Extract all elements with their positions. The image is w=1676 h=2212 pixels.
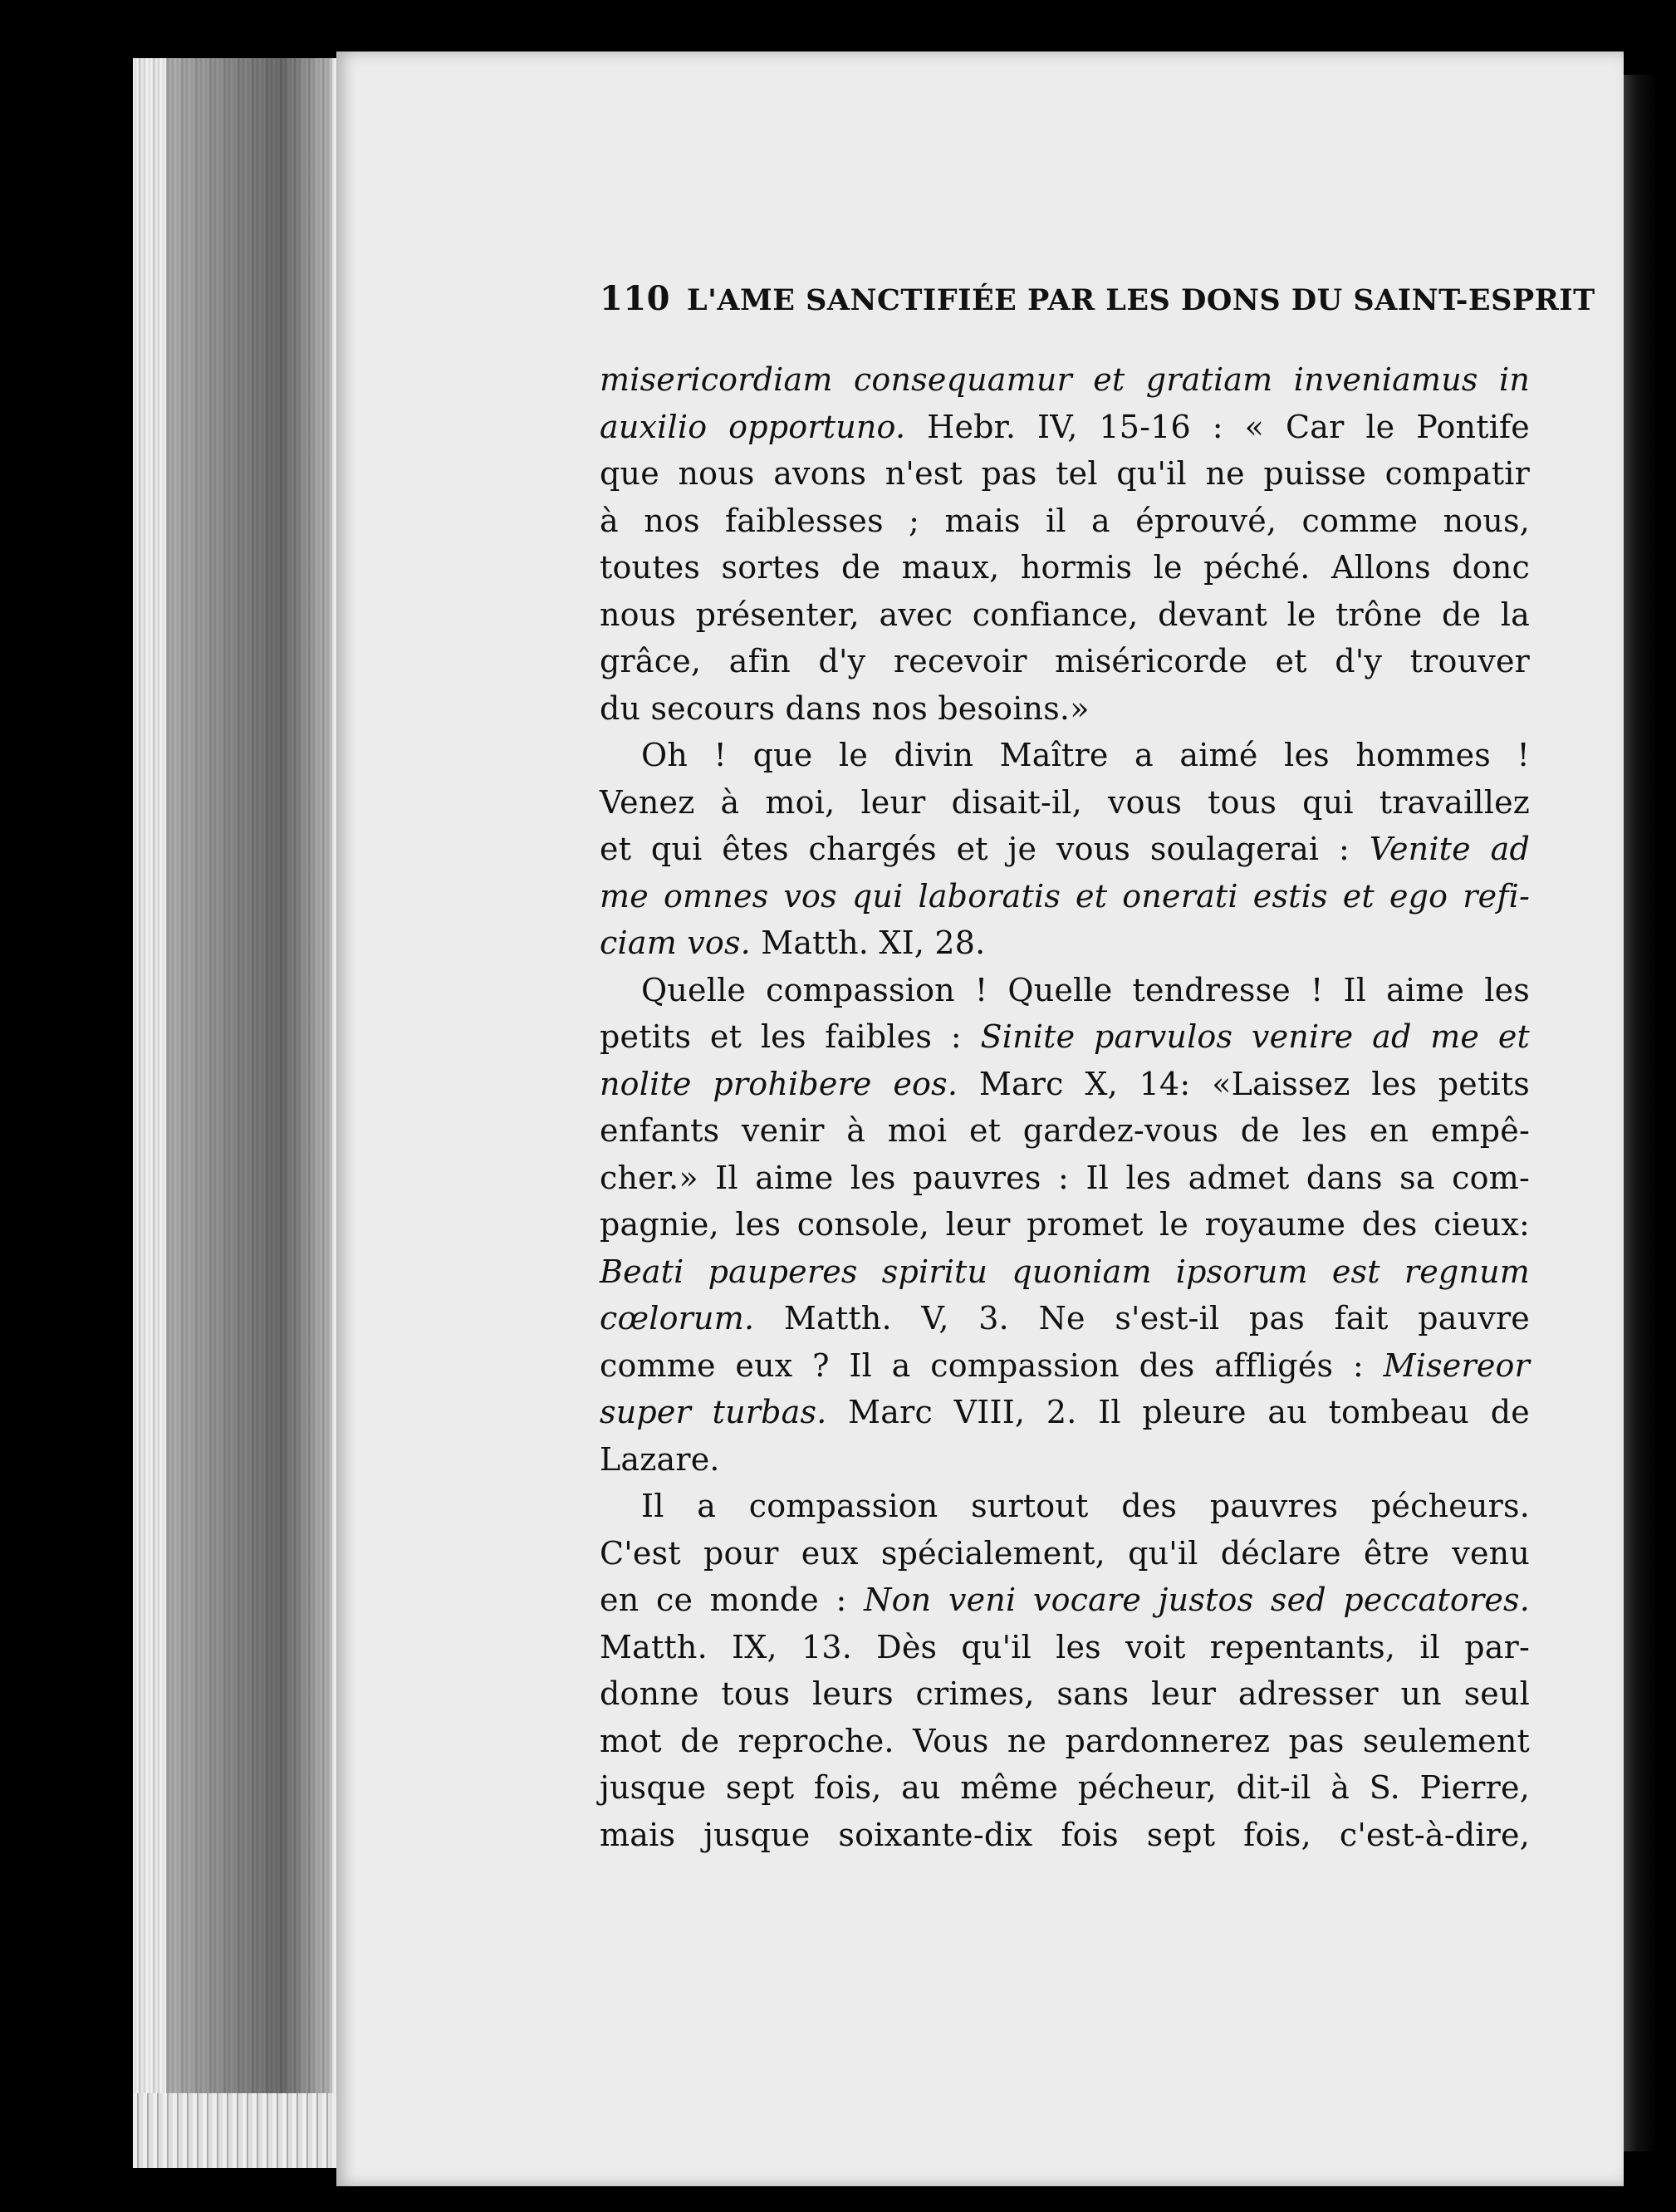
running-title: L'AME SANCTIFIÉE PAR LES DONS DU SAINT-ESPRIT xyxy=(687,283,1595,317)
text-line xyxy=(600,826,1530,873)
text-segment: toutes sortes de maux, hormis le péché. Allons donc xyxy=(600,549,1530,586)
text-segment: Lazare. xyxy=(600,1440,720,1478)
latin-quote: ciam vos. xyxy=(600,925,751,961)
text-line xyxy=(600,356,1530,404)
text-line xyxy=(600,1577,1530,1624)
latin-quote: me omnes vos qui laboratis et onerati estis et ego refi- xyxy=(600,877,1530,915)
text-segment: à nos faiblesses ; mais il a éprouvé, comme nous, xyxy=(600,502,1530,539)
text-line xyxy=(600,544,1530,591)
text-segment: jusque sept fois, au même pécheur, dit-il à S. Pierre, xyxy=(600,1769,1530,1806)
text-segment: Hebr. IV, 15-16 : « Car le Pontife xyxy=(905,408,1530,445)
page-content xyxy=(600,278,1595,1858)
text-line xyxy=(600,591,1530,639)
page-edge-shadow xyxy=(166,58,332,2168)
text-segment: donne tous leurs crimes, sans leur adresser un seul xyxy=(600,1675,1530,1712)
text-line xyxy=(600,920,1530,967)
text-line xyxy=(600,1013,1530,1061)
text-segment: enfants venir à moi et gardez-vous de les en empê- xyxy=(600,1112,1530,1149)
text-line xyxy=(600,1342,1530,1390)
latin-quote: auxilio opportuno. xyxy=(600,408,906,445)
text-segment: Marc X, 14: «Laissez les petits xyxy=(958,1065,1530,1102)
text-segment: mais jusque soixante-dix fois sept fois, c'est-à-dire, xyxy=(600,1816,1530,1853)
text-segment: Matth. XI, 28. xyxy=(750,925,986,961)
text-line xyxy=(600,1248,1530,1296)
book-page-edges xyxy=(133,58,349,2168)
text-line xyxy=(600,779,1530,826)
text-line xyxy=(600,967,1530,1014)
latin-quote: super turbas. xyxy=(600,1394,827,1430)
latin-quote: Beati pauperes spiritu quoniam ipsorum est regnum xyxy=(600,1253,1530,1290)
text-segment: et qui êtes chargés et je vous soulagerai : xyxy=(600,831,1370,867)
text-line xyxy=(600,1812,1530,1859)
text-line xyxy=(600,1530,1530,1577)
text-segment: mot de reproche. Vous ne pardonnerez pas seulement xyxy=(600,1722,1530,1759)
text-line xyxy=(600,638,1530,685)
body-text xyxy=(600,356,1530,1858)
text-segment: Matth. V, 3. Ne s'est-il pas fait pauvre xyxy=(754,1300,1530,1337)
text-line xyxy=(600,404,1530,451)
text-segment: en ce monde : xyxy=(600,1582,865,1618)
text-line xyxy=(600,498,1530,545)
text-line xyxy=(600,1061,1530,1108)
text-segment: Oh ! que le divin Maître a aimé les hommes ! xyxy=(641,737,1530,773)
page-number: 110 xyxy=(600,279,670,318)
page-edge-bottom xyxy=(133,2093,349,2168)
text-segment: que nous avons n'est pas tel qu'il ne puisse compatir xyxy=(600,455,1530,492)
text-segment: Marc VIII, 2. Il pleure au tombeau de xyxy=(826,1394,1530,1430)
text-segment: Il a compassion surtout des pauvres pécheurs. xyxy=(641,1488,1530,1524)
text-segment: Matth. IX, 13. Dès qu'il les voit repentants, il par- xyxy=(600,1628,1530,1665)
latin-quote: Misereor xyxy=(1383,1346,1530,1384)
latin-quote: nolite prohibere eos. xyxy=(600,1065,958,1102)
running-header xyxy=(600,278,1595,321)
text-segment: du secours dans nos besoins.» xyxy=(600,689,1090,727)
text-segment: Venez à moi, leur disait-il, vous tous qui travaillez xyxy=(600,783,1530,821)
text-line xyxy=(600,1718,1530,1765)
text-segment: C'est pour eux spécialement, qu'il déclare être venu xyxy=(600,1534,1530,1572)
text-line xyxy=(600,732,1530,779)
text-segment: cher.» Il aime les pauvres : Il les admet dans sa com- xyxy=(600,1159,1530,1196)
text-line xyxy=(600,1436,1530,1484)
text-line xyxy=(600,1107,1530,1155)
text-line xyxy=(600,1155,1530,1202)
text-line xyxy=(600,873,1530,920)
text-line xyxy=(600,1201,1530,1248)
latin-quote: Sinite parvulos venire ad me et xyxy=(980,1018,1530,1055)
text-segment: grâce, afin d'y recevoir miséricorde et d'y trouver xyxy=(600,643,1530,679)
text-line xyxy=(600,685,1530,733)
text-line xyxy=(600,1389,1530,1436)
latin-quote: cœlorum. xyxy=(600,1300,755,1337)
page-right-edge xyxy=(1624,75,1657,2151)
latin-quote: Non veni vocare justos sed peccatores. xyxy=(864,1582,1530,1618)
latin-quote: Venite ad xyxy=(1369,831,1530,867)
text-line xyxy=(600,1483,1530,1530)
text-line xyxy=(600,450,1530,498)
text-line xyxy=(600,1624,1530,1671)
text-line xyxy=(600,1295,1530,1342)
text-segment: comme eux ? Il a compassion des affligés : xyxy=(600,1346,1384,1384)
text-segment: Quelle compassion ! Quelle tendresse ! Il aime les xyxy=(641,971,1530,1008)
text-segment: pagnie, les console, leur promet le royaume des cieux: xyxy=(600,1206,1530,1243)
text-line xyxy=(600,1764,1530,1812)
text-segment: nous présenter, avec confiance, devant le trône de la xyxy=(600,596,1530,633)
text-line xyxy=(600,1670,1530,1718)
text-segment: petits et les faibles : xyxy=(600,1018,981,1055)
latin-quote: misericordiam consequamur et gratiam inveniamus in xyxy=(600,361,1530,398)
